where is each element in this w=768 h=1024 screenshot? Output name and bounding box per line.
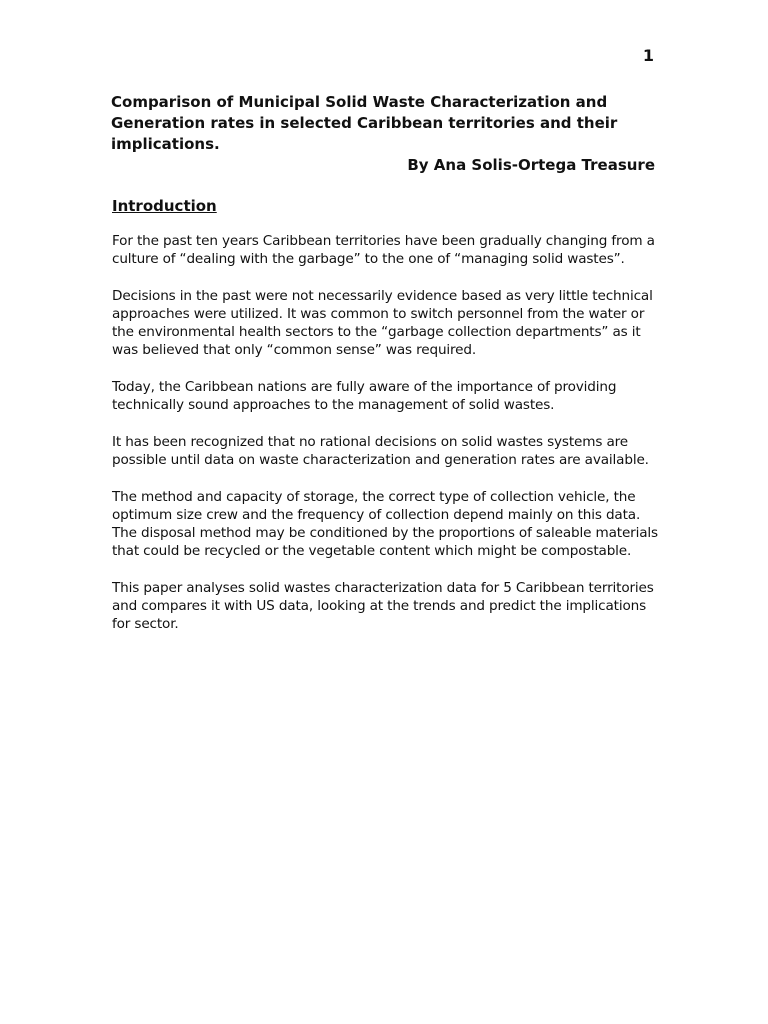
paragraph: It has been recognized that no rational decisions on solid wastes systems are possible until data on waste characterization and generation rates are available.: [112, 434, 649, 468]
author-line: By Ana Solis-Ortega Treasure: [407, 156, 655, 174]
document-body: [112, 232, 660, 652]
paragraph: Decisions in the past were not necessarily evidence based as very little technical approaches were utilized. It was common to switch personnel from the water or the environmental health sectors to the “garbage collection departments” as it was believed that only “common sense” was required.: [112, 288, 653, 358]
paragraph: For the past ten years Caribbean territories have been gradually changing from a culture of “dealing with the garbage” to the one of “managing solid wastes”.: [112, 233, 655, 267]
section-heading-introduction: Introduction: [112, 197, 217, 215]
paragraph: The method and capacity of storage, the correct type of collection vehicle, the optimum size crew and the frequency of collection depend mainly on this data. The disposal method may be conditioned by the proportions of saleable materials that could be recycled or the vegetable content which might be compostable.: [112, 489, 658, 559]
document-title: Comparison of Municipal Solid Waste Characterization and Generation rates in selected Caribbean territories and their implications.: [111, 93, 618, 153]
page-number: 1: [642, 46, 654, 65]
paragraph: This paper analyses solid wastes characterization data for 5 Caribbean territories and compares it with US data, looking at the trends and predict the implications for sector.: [112, 580, 654, 632]
paragraph: Today, the Caribbean nations are fully aware of the importance of providing technically sound approaches to the management of solid wastes.: [112, 379, 617, 413]
